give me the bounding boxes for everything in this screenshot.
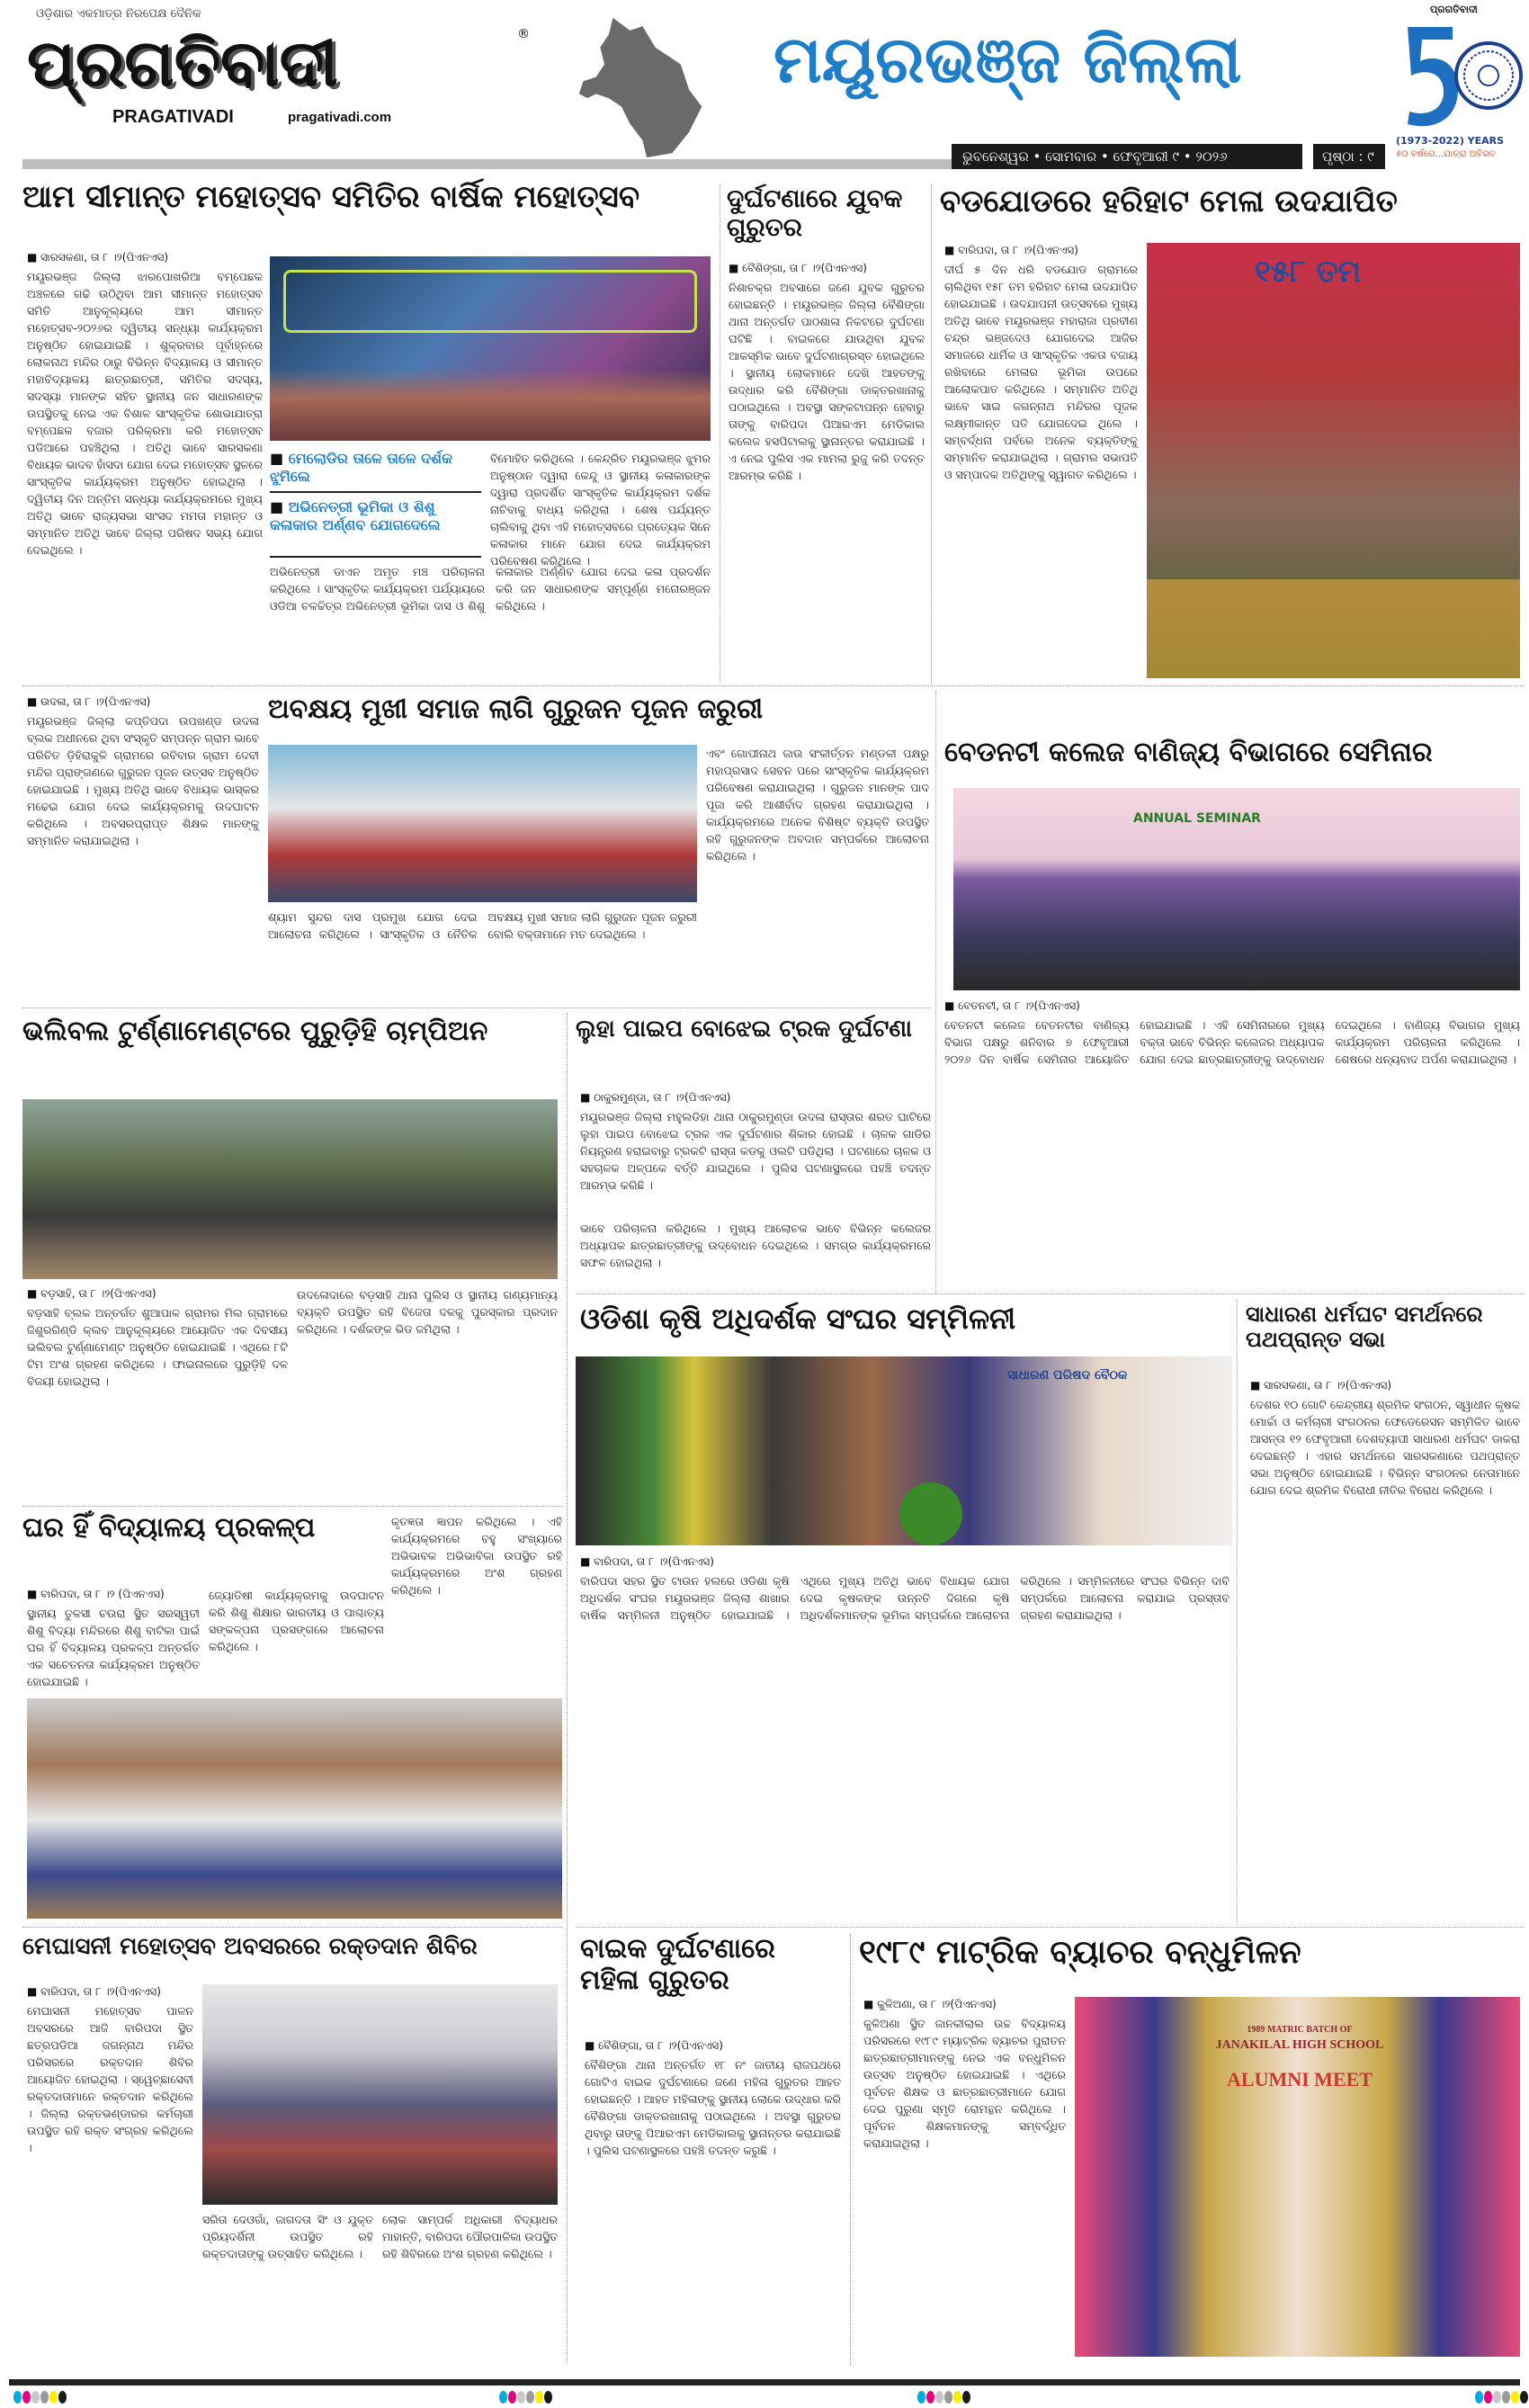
registered-mark: ® xyxy=(517,27,530,41)
body-luha-pipe: ମୟୂରଭଞ୍ଜ ଜିଲ୍ଲା ମହୁଲଡିହା ଥାନା ଠାକୁରମୁଣ୍ଡା ଉଦଳା ରାସ୍ତାର ଶରତ ଘାଟିରେ ଲୁହା ପାଇପ ବୋଝେଇ ଟ୍ରକ ଏକ ଦୁର୍ଘଟଣାର ଶିକାର ହୋଇଛି । ଚାଳକ ଗାଡିର ନିୟନ୍ତ୍ରଣ ହରାଇବାରୁ ଟ୍ରକଟି ରାସ୍ତା କଡକୁ ଓଲଟି ପଡିଥିଲା । ଘଟଣାରେ ଚାଳକ ଓ ସହଚାଳକ ଅଳ୍ପକେ ବର୍ତ୍ତି ଯାଇଥିଲେ । ପୁଲିସ ଘଟଣାସ୍ଥଳରେ ପହଞ୍ଚି ତଦନ୍ତ ଆରମ୍ଭ କରିଛି । xyxy=(580,1110,931,1192)
registration-dot xyxy=(499,2391,507,2404)
body-aam-simanta: ମୟୂରଭଞ୍ଜ ଜିଲ୍ଲା ଝାରପୋଖରିଆ ବମ୍ପେଛକ ଅଞ୍ଚଳରେ ଗଢି ଉଠିଥିବା ଆମ ସୀମାନ୍ତ ମହୋତ୍ସବ ସମିତି ଆନୁକୂଲ୍ୟରେ ଆମ ସୀମାନ୍ତ ମହୋତ୍ସବ-୨୦୨୬ର ଦ୍ୱିତୀୟ ସନ୍ଧ୍ୟା କାର୍ଯ୍ୟକ୍ରମ ଅନୁଷ୍ଠିତ ହୋଇଯାଇଛି । ଶୁକ୍ରବାର ପୂର୍ବାହ୍ନରେ ଲୋକନାଥ ମନ୍ଦିର ଠାରୁ ବିଭିନ୍ନ ବିଦ୍ୟାଳୟ ଓ ସୀମାନ୍ତ ମହାବିଦ୍ୟାଳୟ ଛାତ୍ରଛାତ୍ରୀ, ସମିତିର ସଦସ୍ୟ, ସଦସ୍ୟା ମାନଙ୍କ ସହିତ ସ୍ଥାନୀୟ ଜନ ସାଧାରଣଙ୍କ ଉପସ୍ଥିତକୁ ନେଇ ଏକ ବିଶାଳ ସାଂସ୍କୃତିକ ଶୋଭାଯାତ୍ରା ବମ୍ପେଛକ ବଜାର ପରିକ୍ରମା କରି ମହୋତ୍ସବ ପଡିଆରେ ପହଞ୍ଚିଥିଲା । ଅତିଥି ଭାବେ ସାରସକଣା ବିଧାୟକ ଭାଦବ ହାଁସଦା ଯୋଗ ଦେଇ ମହୋତ୍ସବ ସ୍ଥଳରେ ସାଂସ୍କୃତିକ କାର୍ଯ୍ୟକ୍ରମ ଅନୁଷ୍ଠିତ ହୋଇଥିଲା । ଦ୍ୱିତୀୟ ଦିନ ଅନ୍ତିମ ସନ୍ଧ୍ୟା କାର୍ଯ୍ୟକ୍ରମରେ ମୁଖ୍ୟ ଅତିଥି ଭାବେ ରାଜ୍ୟସଭା ସାଂସଦ ମମତା ମହାନ୍ତ ଓ ସମ୍ମାନିତ ଅତିଥି ଭାବେ ଜିଲ୍ଲା ପରିଷଦ ସଭ୍ୟ ଯୋଗ ଦେଇଥିଲେ । xyxy=(27,270,263,557)
registration-mark-group xyxy=(917,2390,971,2407)
registration-dot xyxy=(58,2391,67,2404)
photo-harihat-mela xyxy=(1147,243,1520,678)
body-durghatana-yubak: ନିଶାଚକ୍ର ଅବସାରେ ଜଣେ ଯୁବକ ଗୁରୁତର ହୋଇଛନ୍ତି । ମୟୂରଭଞ୍ଜ ଜିଲ୍ଲା ବୈଶିଙ୍ଗା ଥାନା ଅନ୍ତର୍ଗତ ପାଠଶାଳା ନିକଟରେ ଦୁର୍ଘଟଣା ଘଟିଛି । ବାଇକରେ ଯାଉଥିବା ଯୁବକ ଆକସ୍ମିକ ଭାବେ ଦୁର୍ଘଟଣାଗ୍ରସ୍ତ ହୋଇଥିଲେ । ସ୍ଥାନୀୟ ଲୋକମାନେ ଦେଖି ଆହତଙ୍କୁ ଉଦ୍ଧାର କରି ବୈଶିଙ୍ଗା ଡାକ୍ତରଖାନାକୁ ପଠାଇଥିଲେ । ଅବସ୍ଥା ସଙ୍କଟାପନ୍ନ ହେବାରୁ ତାଙ୍କୁ ବାରିପଦା ପିଆରଏମ ମେଡିକାଲ କଲେଜ ହସପିଟାଲକୁ ସ୍ଥାନାନ୍ତର କରାଯାଇଛି । ଏ ନେଇ ପୁଲିସ ଏକ ମାମଲା ରୁଜୁ କରି ତଦନ୍ତ ଆରମ୍ଭ କରିଛି । xyxy=(729,281,925,482)
district-map-icon xyxy=(558,13,711,157)
registration-dot xyxy=(22,2391,31,2404)
registration-dot xyxy=(31,2391,40,2404)
registration-dot xyxy=(917,2391,925,2404)
headline-harihat-mela: ବଡଯୋଡରେ ହରିହାଟ ମେଳା ଉଦଯାପିତ xyxy=(940,184,1398,219)
headline-bedanti-college: ବେଡନଟୀ କଲେଜ ବାଣିଜ୍ୟ ବିଭାଗରେ ସେମିନାର xyxy=(944,737,1433,768)
newspaper-logo: ପ୍ରଗତିବାଦୀ xyxy=(27,25,338,101)
footer-rule xyxy=(9,2379,1520,2386)
jubilee-years: (1973-2022) YEARS xyxy=(1396,135,1505,147)
dateline-batch-1989: ■ କୁଳିଅଣା, ତା ୮ ।୨(ପିଏନଏସ) xyxy=(863,1997,1066,2011)
registration-dot xyxy=(1511,2391,1519,2404)
body-aam-simanta-col2: ବିମୋହିତ କରିଥିଲେ । କେନ୍ଦ୍ରିତ ମୟୂରଭଞ୍ଜ ଝୁମର ଅନୁଷ୍ଠାନ ଦ୍ୱାରା କେନ୍ଦୁ ଓ ସ୍ଥାନୀୟ କଳାକାରଙ୍କ ଦ୍ୱାରା ପ୍ରଦର୍ଶିତ ସାଂସ୍କୃତିକ କାର୍ଯ୍ୟକ୍ରମ ଦର୍ଶକ ନାଚିବାକୁ ବାଧ୍ୟ କରିଥିଲା । ଶେଷ ପର୍ଯ୍ୟନ୍ତ ଚାଲିବାକୁ ଥିବା ଏହି ମହୋତ୍ସବରେ ପ୍ରତ୍ୟେକ ସିନେ କଳାକାର ମାନେ ଯୋଗ ଦେଇ କାର୍ଯ୍ୟକ୍ରମ ପରିବେଷଣ କରିଥିଲେ । xyxy=(490,452,711,568)
dateline-gurujan: ■ ଉଦଳା, ତା ୮ ।୨(ପିଏନଏସ) xyxy=(27,694,261,709)
photo-krushi-sangha xyxy=(576,1356,1232,1545)
headline-luha-pipe: ଲୁହା ପାଇପ ବୋଝେଇ ଟ୍ରକ ଦୁର୍ଘଟଣା xyxy=(576,1016,912,1043)
date-line: ଭୁବନେଶ୍ୱର • ସୋମବାର • ଫେବୃଆରୀ ୯ • ୨୦୨୬ xyxy=(952,144,1302,169)
jubilee-emblem-icon xyxy=(1399,18,1525,133)
registration-dot xyxy=(13,2391,22,2404)
registration-dot xyxy=(1520,2391,1528,2404)
dateline-raktadan: ■ ବାରିପଦା, ତା ୮ ।୨(ପିଏନଏସ) xyxy=(27,1984,196,1999)
banner-line2: JANAKILAL HIGH SCHOOL xyxy=(1215,2038,1384,2052)
dateline-durghatana-yubak: ■ ବୈଶିଙ୍ଗା, ତା ୮ ।୨(ପିଏନଏସ) xyxy=(729,261,926,275)
registration-dot xyxy=(49,2391,58,2404)
registration-dot xyxy=(544,2391,552,2404)
body-krushi-sangha: ବାରିପଦା ସହର ସ୍ଥିତ ଟାଉନ ହଲରେ ଓଡିଶା କୃଷି ଅଧିଦର୍ଶକ ସଂଘର ମୟୂରଭଞ୍ଜ ଜିଲ୍ଲା ଶାଖାର ବାର୍ଷିକ ସମ୍ମିଳନୀ ଅନୁଷ୍ଠିତ ହୋଇଯାଇଛି । ଏଥିରେ ମୁଖ୍ୟ ଅତିଥି ଭାବେ ବିଧାୟକ ଯୋଗ ଦେଇ କୃଷକଙ୍କ ଉନ୍ନତି ଦିଗରେ କୃଷି ଅଧିଦର୍ଶକମାନଙ୍କ ଭୂମିକା ସମ୍ପର୍କରେ ଆଲୋଚନା କରିଥିଲେ । ସମ୍ମିଳନୀରେ ସଂଘର ବିଭିନ୍ନ ଦାବି ସମ୍ପର୍କରେ ଆଲୋଚନା କରାଯାଇ ପ୍ରସ୍ତାବ ଗ୍ରହଣ କରାଯାଇଥିଲା । xyxy=(580,1574,1229,1622)
plant-pot xyxy=(899,1482,962,1545)
row-divider xyxy=(22,1506,562,1507)
registration-dot xyxy=(1475,2391,1483,2404)
callout-rule xyxy=(270,491,481,493)
row-divider xyxy=(576,1927,1525,1928)
registration-dot xyxy=(40,2391,49,2404)
district-title: ମୟୂରଭଞ୍ଜ ଜିଲ୍ଲା xyxy=(773,22,1242,97)
website-link[interactable]: pragativadi.com xyxy=(288,110,392,125)
photo-gurujan xyxy=(268,745,697,902)
headline-bike-mahila: ବାଇକ ଦୁର୍ଘଟଣାରେ ମହିଳା ଗୁରୁତର xyxy=(580,1933,775,1996)
registration-dot xyxy=(926,2391,934,2404)
registration-dot xyxy=(1493,2391,1501,2404)
body-luha-pipe-col2: ଭାବେ ପରିଚାଳନା କରିଥିଲେ । ମୁଖ୍ୟ ଆଲୋଚକ ଭାବେ ବିଭିନ୍ନ କଲେଜର ଅଧ୍ୟାପକ ଛାତ୍ରଛାତ୍ରୀଙ୍କୁ ଉଦ୍ବୋଧନ ଦେଇଥିଲେ । ସମଗ୍ର କାର୍ଯ୍ୟକ୍ରମରେ ସଫଳ ହୋଇଥିଲା । xyxy=(580,1222,931,1269)
headline-volleyball: ଭଲିବଲ ଟୁର୍ଣ୍ଣାମେଣ୍ଟରେ ପୁରୁଡ଼ିହି ଚାମ୍ପିଅନ xyxy=(22,1016,488,1047)
dateline-volleyball: ■ ବଡ଼ସାହି, ତା ୮ ।୨(ପିଏନଏସ) xyxy=(27,1286,288,1301)
body-volleyball-col2: ଉଦଳୋଦାରେ ବଡ଼ସାହି ଥାନା ପୁଲିସ ଓ ସ୍ଥାନୀୟ ଗଣ୍ୟମାନ୍ୟ ବ୍ୟକ୍ତି ଉପସ୍ଥିତ ରହି ବିଜେତା ଦଳକୁ ପୁରସ୍କାର ପ୍ରଦାନ କରିଥିଲେ । ଦର୍ଶକଙ୍କ ଭିଡ ଜମିଥିଲା । xyxy=(297,1288,558,1336)
dateline-dharmaghata: ■ ସାରସକଣା, ତା ୮ ।୨(ପିଏନଏସ) xyxy=(1250,1378,1520,1392)
registration-dot xyxy=(944,2391,952,2404)
newspaper-tagline: ଓଡ଼ିଶାର ଏକମାତ୍ର ନିରପେକ୍ଷ ଦୈନିକ xyxy=(36,7,201,21)
registration-dot xyxy=(962,2391,970,2404)
dateline-bike-mahila: ■ ବୈଶିଙ୍ଗା, ତା ୮ ।୨(ପିଏନଏସ) xyxy=(585,2038,841,2053)
callout-actress: ■ ଅଭିନେତ୍ରୀ ଭୂମିକା ଓ ଶିଶୁ କଳାକାର ଅର୍ଣ୍ଣବ ଯୋଗଦେଲେ xyxy=(270,498,481,552)
page-number: ପୃଷ୍ଠା : ୯ xyxy=(1313,144,1385,169)
banner-line3: ALUMNI MEET xyxy=(1227,2068,1373,2090)
column-divider xyxy=(567,1013,568,2362)
banner-line1: 1989 MATRIC BATCH OF xyxy=(1247,2025,1353,2035)
masthead-rule xyxy=(22,159,1012,169)
body-aam-simanta-col3: ଅଭିନେତ୍ରୀ ଡାଏନ ଅମୃତ ମଞ୍ଚ ପରିଚାଳନା କରିଥିଲେ । ସାଂସ୍କୃତିକ କାର୍ଯ୍ୟକ୍ରମ ପର୍ଯ୍ୟାୟରେ ଓଡିଆ ଚଳଚ୍ଚିତ୍ର ଅଭିନେତ୍ରୀ ଭୂମିକା ଦାସ ଓ ଶିଶୁ କଳାକାର ଅର୍ଣ୍ଣବ ଯୋଗ ଦେଇ କଳା ପ୍ରଦର୍ଶନ କରି ଜନ ସାଧାରଣଙ୍କ ସମ୍ପୂର୍ଣ୍ଣ ମନୋରଞ୍ଜନ କରିଥିଲେ । xyxy=(270,565,711,613)
registration-dot xyxy=(517,2391,525,2404)
row-divider xyxy=(22,685,1525,686)
photo-ghara-vidyalaya xyxy=(27,1698,562,1919)
body-raktadan: ମେଘାସନୀ ମହୋତ୍ସବ ପାଳନ ଅବସରରେ ଆଜି ବାରିପଦା ସ୍ଥିତ ଛତ୍ରପଡିଆ ଜଗନ୍ନାଥ ମନ୍ଦିର ପରିସରରେ ରକ୍ତଦାନ ଶିବିର ଆୟୋଜିତ ହୋଇଥିଲା । ସ୍ୱେଚ୍ଛାସେବୀ ରକ୍ତଦାତାମାନେ ରକ୍ତଦାନ କରିଥିଲେ । ଜିଲ୍ଲା ରକ୍ତଭଣ୍ଡାରର କର୍ମଚାରୀ ଉପସ୍ଥିତ ରହି ରକ୍ତ ସଂଗ୍ରହ କରିଥିଲେ । xyxy=(27,2004,193,2154)
callout-rule xyxy=(270,556,481,558)
registration-dot xyxy=(935,2391,943,2404)
registration-dot xyxy=(508,2391,516,2404)
column-divider xyxy=(850,1934,851,2366)
photo-raktadan xyxy=(202,1984,558,2205)
headline-ghara-vidyalaya: ଘର ହିଁ ବିଦ୍ୟାଳୟ ପ୍ରକଳ୍ପ xyxy=(22,1512,316,1544)
jubilee-brand: ପ୍ରଗତିବାଦୀ xyxy=(1430,4,1478,15)
caption-gurujan: ଶ୍ୟାମ ସୁନ୍ଦର ଦାସ ପ୍ରମୁଖ ଯୋଗ ଦେଇ ଆଲୋଚନା କରିଥିଲେ । ସାଂସ୍କୃତିକ ଓ ନୈତିକ ଅବକ୍ଷୟ ମୁଖୀ ସମାଜ ଲାଗି ଗୁରୁଜନ ପୂଜନ ଜରୁରୀ ବୋଲି ବକ୍ତାମାନେ ମତ ଦେଇଥିଲେ । xyxy=(268,910,697,941)
headline-durghatana-yubak: ଦୁର୍ଘଟଣାରେ ଯୁବକ ଗୁରୁତର xyxy=(727,184,903,243)
headline-raktadan: ମେଘାସନୀ ମହୋତ୍ସବ ଅବସରରେ ରକ୍ତଦାନ ଶିବିର xyxy=(22,1933,478,1960)
registration-mark-group xyxy=(1475,2390,1529,2407)
body-gurujan: ମୟୂରଭଞ୍ଜ ଜିଲ୍ଲା କପ୍ତିପଦା ଉପଖଣ୍ଡ ଉଦଳା ବ୍ଲକ ଅଧୀନରେ ଥିବା ସଂସ୍କୃତି ସମ୍ପନ୍ନ ଗ୍ରାମ ଭାବେ ପରିଚିତ ଡ଼ିହିରାକୁଳି ଗ୍ରାମରେ ରବିବାର ଗ୍ରାମ ଦେବୀ ମନ୍ଦିର ପ୍ରାଙ୍ଗଣରେ ଗୁରୁଜନ ପୂଜନ ଉତ୍ସବ ଅନୁଷ୍ଠିତ ହୋଇଯାଇଛି । ମୁଖ୍ୟ ଅତିଥି ଭାବେ ବିଧାୟକ ଭାସ୍କର ମଢେଇ ଯୋଗ ଦେଇ କାର୍ଯ୍ୟକ୍ରମକୁ ଉଦଘାଟନ କରିଥିଲେ । ଅବସରପ୍ରାପ୍ତ ଶିକ୍ଷକ ମାନଙ୍କୁ ସମ୍ମାନିତ କରାଯାଇଥିଲା । xyxy=(27,714,259,847)
registration-dot xyxy=(526,2391,534,2404)
jubilee-tagline: ୫୦ ବର୍ଷରେ...ଯାତ୍ରା ଅବିରତ xyxy=(1396,149,1497,159)
body-gurujan-col3: ଏବଂ ଗୋପୀନାଥ ଜାଉ ସଂକୀର୍ତ୍ତନ ମଣ୍ଡଳୀ ପକ୍ଷରୁ ମହାପ୍ରସାଦ ସେବନ ପରେ ସାଂସ୍କୃତିକ କାର୍ଯ୍ୟକ୍ରମ ପରିବେଷଣ କରାଯାଇଥିଲା । ଗୁରୁଜନ ମାନଙ୍କ ପାଦ ପୂଜା କରି ଆଶୀର୍ବାଦ ଗ୍ରହଣ କରାଯାଇଥିଲା । କାର୍ଯ୍ୟକ୍ରମରେ ଅନେକ ବିଶିଷ୍ଟ ବ୍ୟକ୍ତି ଉପସ୍ଥିତ ରହି ଗୁରୁଜନଙ୍କ ଅବଦାନ ସମ୍ପର୍କରେ ଆଲୋଚନା କରିଥିଲେ । xyxy=(706,747,929,863)
body-volleyball: ବଡ଼ସାହି ବ୍ଲକ ଅନ୍ତର୍ଗତ ଶୁଆପାଳ ଗ୍ରାମର ମିଲ ଗ୍ରାମରେ ଜିଶୁରଗିଣ୍ଡି କ୍ଲବ ଆନୁକୂଲ୍ୟରେ ଆୟୋଜିତ ଏକ ଦିବସୀୟ ଭଲିବଲ ଟୁର୍ଣ୍ଣାମେଣ୍ଟ ଅନୁଷ୍ଠିତ ହୋଇଯାଇଛି । ଏଥିରେ ୮ଟି ଟିମ ଅଂଶ ଗ୍ରହଣ କରିଥିଲେ । ଫାଇନାଲରେ ପୁରୁଡ଼ିହି ଦଳ ବିଜୟୀ ହୋଇଥିଲା । xyxy=(27,1306,288,1388)
dateline-krushi-sangha: ■ ବାରିପଦା, ତା ୮ ।୨(ପିଏନଏସ) xyxy=(580,1554,1228,1569)
photo-batch-1989 xyxy=(1075,1997,1520,2357)
body-raktadan-col3: ଲୋକ ସାମ୍ପର୍କ ଅଧିକାରୀ ବିଦ୍ୟାଧର ମାହାନ୍ତି, ବାରିପଦା ପୌରପାଳିକା ଉପସ୍ଥିତ ରହି ଶିବିରରେ ଅଂଶ ଗ୍ରହଣ କରିଥିଲେ । xyxy=(382,2213,558,2260)
body-dharmaghata: ଦେଶର ୧୦ ଗୋଟି କେନ୍ଦ୍ରୀୟ ଶ୍ରମିକ ସଂଗଠନ, ସ୍ୱାଧୀନ କୃଷକ ମୋର୍ଚ୍ଚା ଓ କର୍ମଚାରୀ ସଂଗଠନର ଫେଡେରେସନ ସମ୍ମିଳିତ ଭାବେ ଆସନ୍ତା ୧୨ ଫେବୃଆରୀ ଦେଶବ୍ୟାପୀ ସାଧାରଣ ଧର୍ମଘଟ ଡାକରା ଦେଇଛନ୍ତି । ଏହାର ସମର୍ଥନରେ ସାରସକଣାରେ ପଥପ୍ରାନ୍ତ ସଭା ଅନୁଷ୍ଠିତ ହୋଇଯାଇଛି । ବିଭିନ୍ନ ସଂଗଠନର ନେତାମାନେ ଯୋଗ ଦେଇ ଶ୍ରମିକ ବିରୋଧୀ ନୀତିର ବିରୋଧ କରିଥିଲେ । xyxy=(1250,1398,1520,1497)
row-divider xyxy=(22,1927,562,1928)
photo-banner-text: ସାଧାରଣ ପରିଷଦ ବୈଠକ xyxy=(1007,1368,1128,1383)
body-bike-mahila: ବୈଶିଙ୍ଗା ଥାନା ଅନ୍ତର୍ଗତ ୧୮ ନଂ ଜାତୀୟ ରାଜପଥରେ ଗୋଟିଏ ବାଇକ ଦୁର୍ଘଟଣାରେ ଜଣେ ମହିଳା ଗୁରୁତର ଆହତ ହୋଇଛନ୍ତି । ଆହତ ମହିଳାଙ୍କୁ ସ୍ଥାନୀୟ ଲୋକେ ଉଦ୍ଧାର କରି ବୈଶିଙ୍ଗା ଡାକ୍ତରଖାନାକୁ ପଠାଇଥିଲେ । ଅବସ୍ଥା ଗୁରୁତର ଥିବାରୁ ତାଙ୍କୁ ପିଆରଏମ ମେଡିକାଲକୁ ସ୍ଥାନାନ୍ତର କରାଯାଇଛି । ପୁଲିସ ଘଟଣାସ୍ଥଳରେ ପହଞ୍ଚି ତଦନ୍ତ କରୁଛି । xyxy=(585,2058,841,2157)
headline-krushi-sangha: ଓଡିଶା କୃଷି ଅଧିଦର୍ଶକ ସଂଘର ସମ୍ମିଳନୀ xyxy=(580,1302,1016,1336)
photo-aam-simanta xyxy=(270,256,711,441)
dateline-aam-simanta: ■ ସାରସକଣା, ତା ୮ ।୨(ପିଏନଏସ) xyxy=(27,250,265,264)
body-bedanti-college: ବେତନଟୀ କଲେଜ ବେତନଟୀର ବାଣିଜ୍ୟ ବିଭାଗ ପକ୍ଷରୁ ଶନିବାର ୭ ଫେବୃଆରୀ ୨୦୨୬ ଦିନ ବାର୍ଷିକ ସେମିନାର ଆୟୋଜିତ ହୋଇଯାଇଛି । ଏହି ସେମିନାରରେ ମୁଖ୍ୟ ବକ୍ତା ଭାବେ ବିଭିନ୍ନ କଲେଜର ଅଧ୍ୟାପକ ଯୋଗ ଦେଇ ଛାତ୍ରଛାତ୍ରୀଙ୍କୁ ଉଦ୍ବୋଧନ ଦେଇଥିଲେ । ବାଣିଜ୍ୟ ବିଭାଗର ମୁଖ୍ୟ କାର୍ଯ୍ୟକ୍ରମ ପରିଚାଳନା କରିଥିଲେ । ଶେଷରେ ଧନ୍ୟବାଦ ଅର୍ପଣ କରାଯାଇଥିଲା । xyxy=(944,1018,1520,1066)
dateline-ghara-vidyalaya: ■ ବାରିପଦା, ତା ୮ ।୨ (ପିଏନଏସ) xyxy=(27,1587,202,1601)
headline-dharmaghata: ସାଧାରଣ ଧର୍ମଘଟ ସମର୍ଥନରେ ପଥପ୍ରାନ୍ତ ସଭା xyxy=(1246,1302,1483,1352)
callout-melody: ■ ମେଲୋଡିର ତାଳେ ତାଳେ ଦର୍ଶକ ଝୁମିଲେ xyxy=(270,450,481,486)
registration-dot xyxy=(1502,2391,1510,2404)
registration-dot xyxy=(535,2391,543,2404)
body-harihat-mela: ଦୀର୍ଘ ୫ ଦିନ ଧରି ବଡଯୋଡ ଗ୍ରାମରେ ଚାଲିଥିବା ୧୫୮ ତମ ହରିହାଟ ମେଳା ଉଦଯାପିତ ହୋଇଯାଇଛି । ଉଦଯାପନୀ ଉତ୍ସବରେ ମୁଖ୍ୟ ଅତିଥି ଭାବେ ମୟୂରଭଞ୍ଜ ମହାରାଜା ପ୍ରବୀଣ ଚନ୍ଦ୍ର ଭଞ୍ଜଦେଓ ଯୋଗଦେଇ ଆଜିର ସମାଜରେ ଧାର୍ମିକ ଓ ସାଂସ୍କୃତିକ ଏକତା ବଜାୟ ରଖିବାରେ ମେଳାର ଭୂମିକା ଉପରେ ଆଲୋକପାତ କରିଥିଲେ । ସମ୍ମାନିତ ଅତିଥି ଭାବେ ସାଇ ଜଗନ୍ନାଥ ମନ୍ଦିରର ପୂଜକ ଲକ୍ଷ୍ମୀକାନ୍ତ ପତି ଯୋଗଦେଇ ଥିଲେ । ସମ୍ବର୍ଦ୍ଧନା ପର୍ବରେ ଅନେକ ବ୍ୟକ୍ତିଙ୍କୁ ସମ୍ମାନିତ କରାଯାଇଥିଲା । ଗ୍ରାମର ସଭାପତି ଓ ସମ୍ପାଦକ ଅତିଥିଙ୍କୁ ସ୍ୱାଗତ କରିଥିଲେ । xyxy=(944,263,1138,481)
registration-mark-group xyxy=(13,2390,67,2407)
dateline-bedanti-college: ■ ବେତନଟୀ, ତା ୮ ।୨(ପିଏନଏସ) xyxy=(944,998,1520,1013)
dateline-luha-pipe: ■ ଠାକୁରମୁଣ୍ଡା, ତା ୮ ।୨(ପିଏନଏସ) xyxy=(580,1090,931,1105)
dateline-harihat-mela: ■ ବାରିପଦା, ତା ୮ ।୨(ପିଏନଏସ) xyxy=(944,243,1138,257)
registration-dot xyxy=(953,2391,961,2404)
row-divider xyxy=(22,1007,931,1008)
registration-dot xyxy=(1484,2391,1492,2404)
golden-jubilee-logo xyxy=(1399,18,1525,133)
column-divider xyxy=(1237,1300,1238,1925)
photo-banner-text: ୧୫୮ ତମ xyxy=(1255,254,1362,290)
column-divider xyxy=(931,184,932,684)
headline-aam-simanta: ଆମ ସୀମାନ୍ତ ମହୋତ୍ସବ ସମିତିର ବାର୍ଷିକ ମହୋତ୍ସବ xyxy=(22,179,640,215)
registration-mark-group xyxy=(499,2390,553,2407)
headline-gurujan: ଅବକ୍ଷୟ ମୁଖୀ ସମାଜ ଲାଗି ଗୁରୁଜନ ପୂଜନ ଜରୁରୀ xyxy=(268,694,764,725)
logo-english: PRAGATIVADI xyxy=(112,107,234,127)
body-raktadan-col2: ସରିତା ଦେଓଗାଁ, ଜାଗଦତା ସିଂ ଓ ଯୁକ୍ତ ପ୍ରିୟଦର୍ଶିନୀ ଉପସ୍ଥିତ ରହି ରକ୍ତଦାତାଙ୍କୁ ଉତ୍ସାହିତ କରିଥିଲେ । xyxy=(202,2213,373,2260)
photo-volleyball xyxy=(22,1099,558,1279)
alumni-banner xyxy=(1196,2024,1403,2092)
headline-batch-1989: ୧୯୮୯ ମାଟ୍ରିକ ବ୍ୟାଚର ବନ୍ଧୁମିଳନ xyxy=(859,1934,1301,1971)
body-ghara-vidyalaya-col3: କୃତଜ୍ଞତା ଜ୍ଞାପନ କରିଥିଲେ । ଏହି କାର୍ଯ୍ୟକ୍ରମରେ ବହୁ ସଂଖ୍ୟାରେ ଅଭିଭାବକ ଅଭିଭାବିକା ଉପସ୍ଥିତ ରହି କାର୍ଯ୍ୟକ୍ରମରେ ଅଂଶ ଗ୍ରହଣ କରିଥିଲେ । xyxy=(391,1515,562,1597)
body-ghara-vidyalaya: ସ୍ଥାନୀୟ ତୁଳସୀ ଚଉରା ସ୍ଥିତ ସରସ୍ୱତୀ ଶିଶୁ ବିଦ୍ୟା ମନ୍ଦିରରେ ଶିଶୁ ବାଟିକା ପାଇଁ ଘର ହିଁ ବିଦ୍ୟାଳୟ ପ୍ରକଳ୍ପ ଅନ୍ତର୍ଗତ ଏକ ସଚେତନତା କାର୍ଯ୍ୟକ୍ରମ ଅନୁଷ୍ଠିତ ହୋଇଯାଇଛି । xyxy=(27,1607,200,1688)
photo-banner-text: ANNUAL SEMINAR xyxy=(1133,811,1261,826)
column-divider xyxy=(935,691,936,1294)
body-batch-1989: କୁଳିଅଣା ସ୍ଥିତ ଜାନକୀଲାଲ ଉଚ୍ଚ ବିଦ୍ୟାଳୟ ପରିସରରେ ୧୯୮୯ ମ୍ୟାଟ୍ରିକ ବ୍ୟାଚର ପୁରାତନ ଛାତ୍ରଛାତ୍ରୀମାନଙ୍କୁ ନେଇ ଏକ ବନ୍ଧୁମିଳନ ଉତ୍ସବ ଅନୁଷ୍ଠିତ ହୋଇଯାଇଛି । ଏଥିରେ ପୂର୍ବତନ ଶିକ୍ଷକ ଓ ଛାତ୍ରଛାତ୍ରୀମାନେ ଯୋଗ ଦେଇ ପୁରୁଣା ସ୍ମୃତି ରୋମନ୍ଥନ କରିଥିଲେ । ପୂର୍ବତନ ଶିକ୍ଷକମାନଙ୍କୁ ସମ୍ବର୍ଦ୍ଧିତ କରାଯାଇଥିଲା । xyxy=(863,2017,1066,2150)
body-ghara-vidyalaya-col2: ଜ୍ୟୋତିଷୀ କାର୍ଯ୍ୟକ୍ରମକୁ ଉଦଘାଟନ କରି ଶିଶୁ ଶିକ୍ଷାର ଭାରତୀୟ ଓ ପାଶ୍ଚାତ୍ୟ ସଙ୍କଳ୍ପନା ପ୍ରସଙ୍ଗରେ ଆଲୋଚନା କରିଥିଲେ । xyxy=(209,1589,384,1653)
photo-bedanti-college xyxy=(953,788,1520,990)
